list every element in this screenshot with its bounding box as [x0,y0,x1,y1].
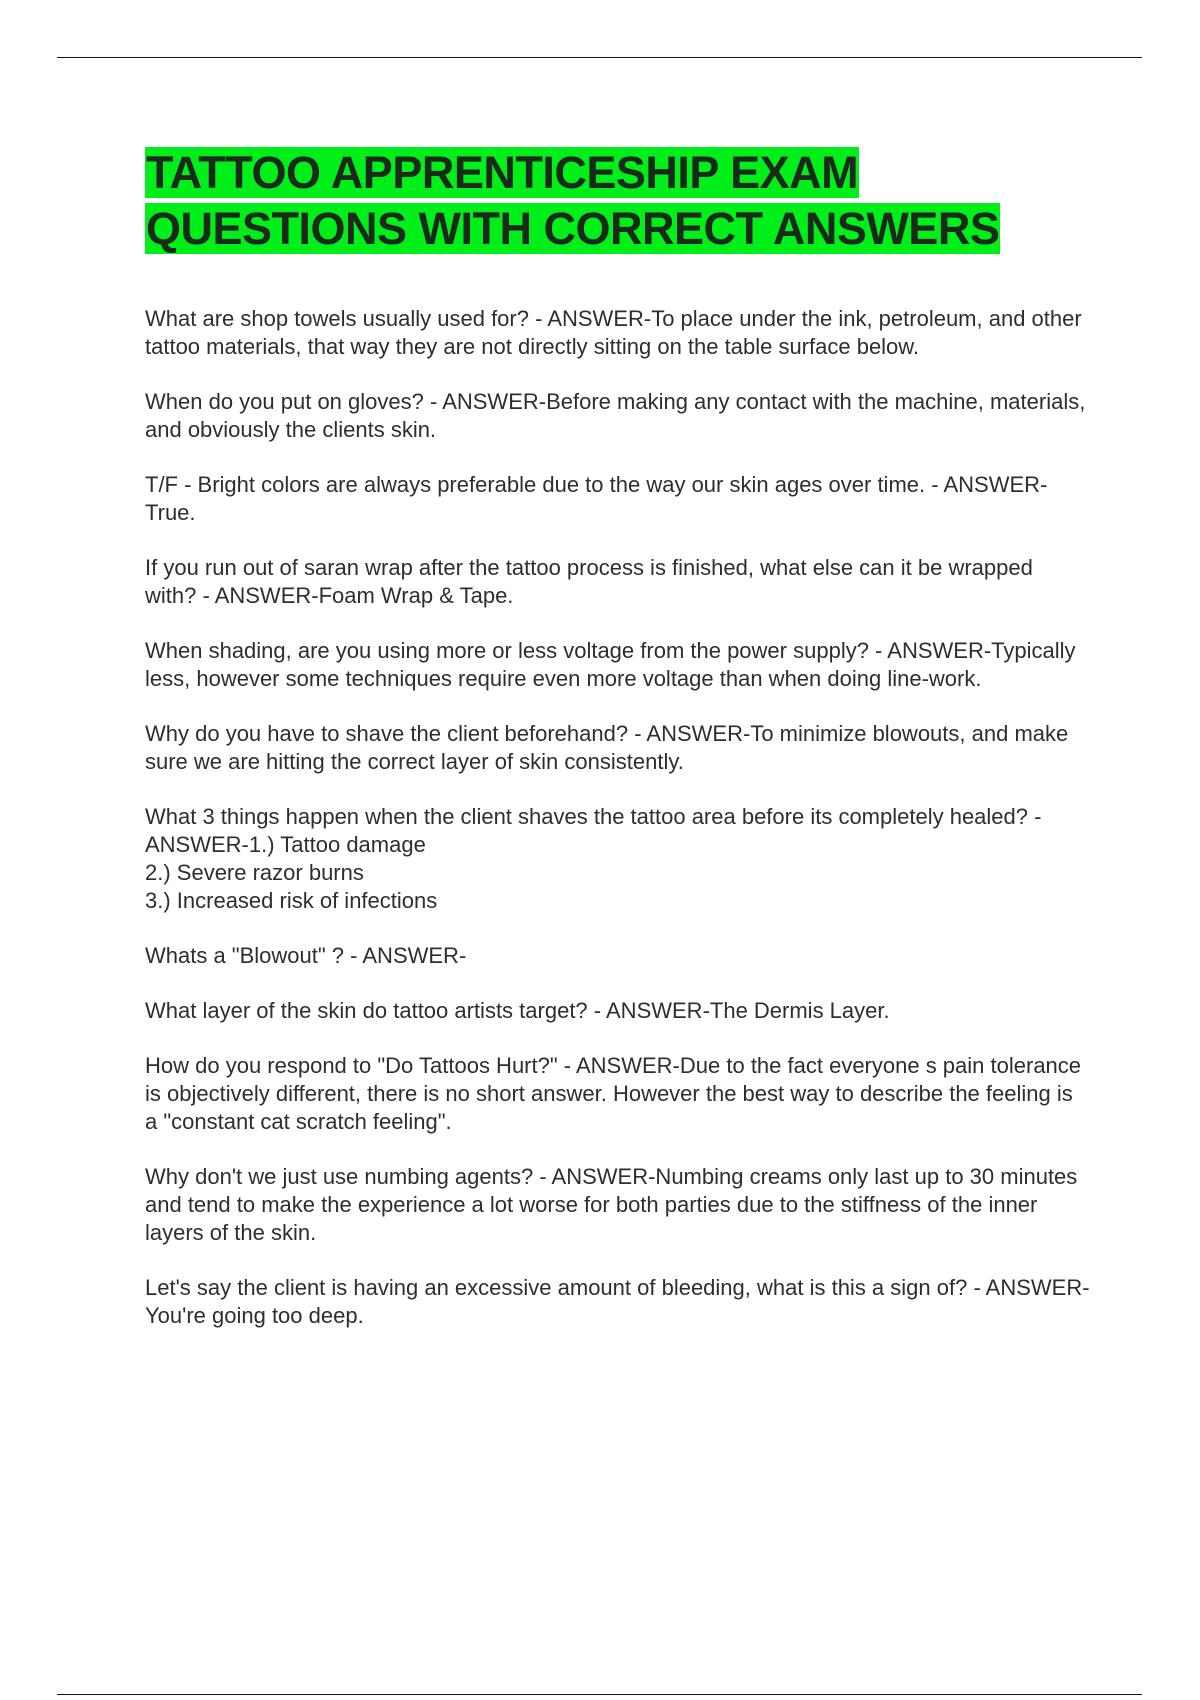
document-title [145,145,1090,257]
title-line-2: QUESTIONS WITH CORRECT ANSWERS [146,203,1000,254]
top-rule [57,57,1142,58]
qa-item-10: How do you respond to "Do Tattoos Hurt?" - ANSWER-Due to the fact everyone s pain tolerance is objectively different, there is no short answer. However the best way to describe the feeling is a "constant cat scratch feeling". [145,1053,1082,1134]
qa-item-1: What are shop towels usually used for? - ANSWER-To place under the ink, petroleum, and other tattoo materials, that way they are not directly sitting on the table surface below. [145,306,1082,359]
qa-item-12: Let's say the client is having an excessive amount of bleeding, what is this a sign of? - ANSWER-You're going too deep. [145,1275,1090,1328]
qa-item-9: What layer of the skin do tattoo artists target? - ANSWER-The Dermis Layer. [145,998,890,1023]
qa-item-4: If you run out of saran wrap after the tattoo process is finished, what else can it be wrapped with? - ANSWER-Foam Wrap & Tape. [145,555,1033,608]
document-body [145,145,1090,1357]
qa-item-11: Why don't we just use numbing agents? - ANSWER-Numbing creams only last up to 30 minutes and tend to make the experience a lot worse for both parties due to the stiffness of the inner layers of the skin. [145,1164,1078,1245]
qa-item-3: T/F - Bright colors are always preferable due to the way our skin ages over time. - ANSWER-True. [145,472,1048,525]
title-line-1: TATTOO APPRENTICESHIP EXAM [146,147,859,198]
qa-item-2: When do you put on gloves? - ANSWER-Before making any contact with the machine, materials, and obviously the clients skin. [145,389,1086,442]
bottom-rule [57,1694,1142,1695]
qa-item-5: When shading, are you using more or less voltage from the power supply? - ANSWER-Typically less, however some techniques require even more voltage than when doing line-work. [145,638,1076,691]
qa-item-6: Why do you have to shave the client beforehand? - ANSWER-To minimize blowouts, and make sure we are hitting the correct layer of skin consistently. [145,721,1069,774]
qa-item-7: What 3 things happen when the client shaves the tattoo area before its completely healed? - ANSWER-1.) Tattoo damage 2.) Severe razor burns 3.) Increased risk of infections [145,804,1042,913]
qa-item-8: Whats a "Blowout" ? - ANSWER- [145,943,467,968]
